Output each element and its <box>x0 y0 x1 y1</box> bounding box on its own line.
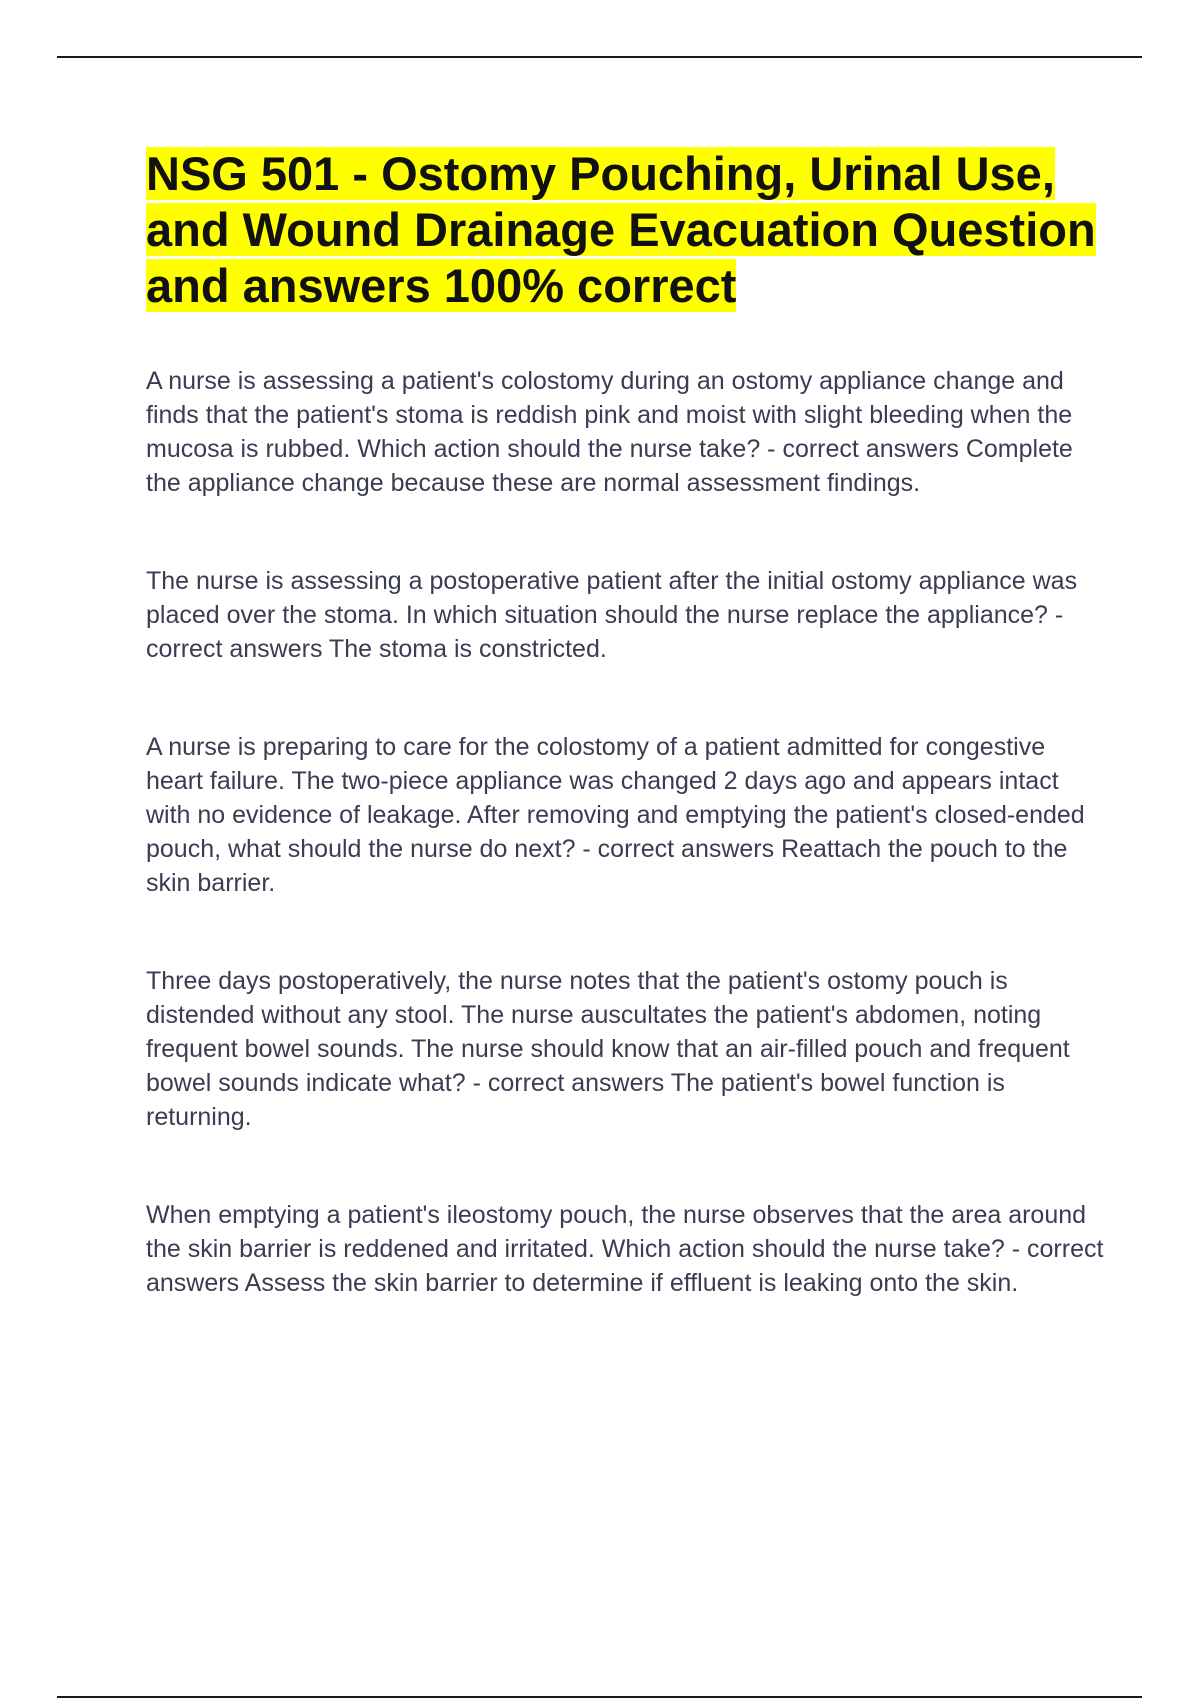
qa-item: A nurse is assessing a patient's colostomy during an ostomy appliance change and finds that the patient's stoma is reddish pink and moist with slight bleeding when the mucosa is rubbed. Which action should the nurse take? - correct answers Complete the appliance change because these are normal assessment findings. <box>146 367 1073 497</box>
qa-list <box>146 364 1106 1300</box>
qa-item: Three days postoperatively, the nurse notes that the patient's ostomy pouch is distended without any stool. The nurse auscultates the patient's abdomen, noting frequent bowel sounds. The nurse should know that an air-filled pouch and frequent bowel sounds indicate what? - correct answers The patient's bowel function is returning. <box>146 967 1070 1131</box>
qa-item: A nurse is preparing to care for the colostomy of a patient admitted for congestive heart failure. The two-piece appliance was changed 2 days ago and appears intact with no evidence of leakage. After removing and emptying the patient's closed-ended pouch, what should the nurse do next? - correct answers Reattach the pouch to the skin barrier. <box>146 733 1085 897</box>
document-title <box>146 146 1106 314</box>
title-highlight: NSG 501 - Ostomy Pouching, Urinal Use, and Wound Drainage Evacuation Question and answers 100% correct <box>146 147 1096 312</box>
footer-rule <box>57 1696 1142 1698</box>
header-rule <box>57 56 1142 58</box>
document-body <box>146 146 1106 1364</box>
qa-item: The nurse is assessing a postoperative patient after the initial ostomy appliance was placed over the stoma. In which situation should the nurse replace the appliance? - correct answers The stoma is constricted. <box>146 567 1078 663</box>
qa-item: When emptying a patient's ileostomy pouch, the nurse observes that the area around the skin barrier is reddened and irritated. Which action should the nurse take? - correct answers Assess the skin barrier to determine if effluent is leaking onto the skin. <box>146 1201 1104 1297</box>
